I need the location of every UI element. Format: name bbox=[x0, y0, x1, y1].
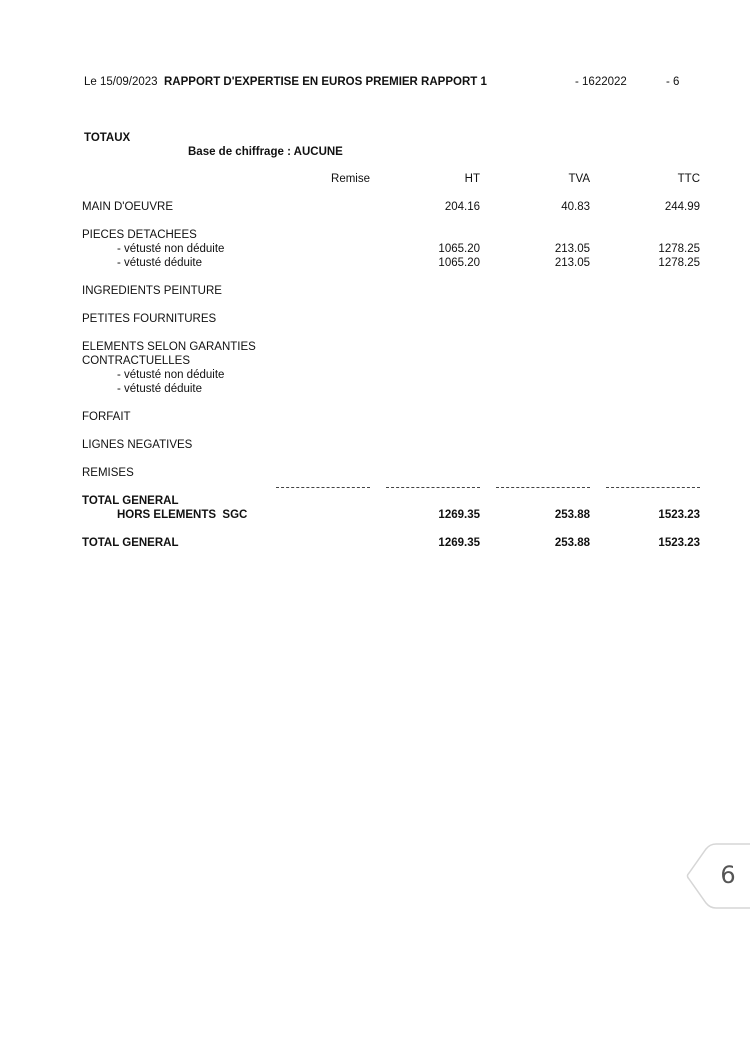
total-hors-sgc-ttc: 1523.23 bbox=[658, 509, 700, 521]
row-label-fournitures: PETITES FOURNITURES bbox=[82, 313, 217, 325]
separator-ttc bbox=[606, 487, 700, 488]
row-label-main-oeuvre: MAIN D'OEUVRE bbox=[82, 201, 174, 213]
page-badge-number: 6 bbox=[720, 861, 736, 889]
total-hors-sgc-tva: 253.88 bbox=[554, 509, 590, 521]
main-oeuvre-ht: 204.16 bbox=[444, 201, 480, 213]
report-page-number: - 6 bbox=[666, 76, 680, 88]
separator-tva bbox=[496, 487, 590, 488]
report-reference: - 1622022 bbox=[575, 76, 627, 88]
row-label-lignes-negatives: LIGNES NEGATIVES bbox=[82, 439, 193, 451]
separator-remise bbox=[276, 487, 370, 488]
main-oeuvre-ttc: 244.99 bbox=[664, 201, 700, 213]
column-header-ht: HT bbox=[464, 173, 480, 185]
pieces-deduite-tva: 213.05 bbox=[554, 257, 590, 269]
total-hors-sgc-label-1: TOTAL GENERAL bbox=[82, 495, 179, 507]
total-hors-sgc-label-2: HORS ELEMENTS SGC bbox=[117, 509, 248, 521]
pieces-deduite-label: - vétusté déduite bbox=[117, 257, 203, 269]
total-general-ttc: 1523.23 bbox=[658, 537, 700, 549]
column-header-tva: TVA bbox=[568, 173, 590, 185]
pieces-non-deduite-label: - vétusté non déduite bbox=[117, 243, 225, 255]
column-header-remise: Remise bbox=[331, 173, 370, 185]
report-title: RAPPORT D'EXPERTISE EN EUROS PREMIER RAPPORT 1 bbox=[164, 76, 487, 88]
total-general-ht: 1269.35 bbox=[438, 537, 480, 549]
section-title: TOTAUX bbox=[84, 132, 131, 144]
column-header-ttc: TTC bbox=[677, 173, 700, 185]
total-hors-sgc-ht: 1269.35 bbox=[438, 509, 480, 521]
pieces-non-deduite-tva: 213.05 bbox=[554, 243, 590, 255]
elements-non-deduite-label: - vétusté non déduite bbox=[117, 369, 225, 381]
elements-deduite-label: - vétusté déduite bbox=[117, 383, 203, 395]
base-chiffrage: Base de chiffrage : AUCUNE bbox=[188, 146, 343, 158]
page-number-badge[interactable] bbox=[686, 843, 750, 909]
row-label-ingredients: INGREDIENTS PEINTURE bbox=[82, 285, 222, 297]
row-label-forfait: FORFAIT bbox=[82, 411, 131, 423]
separator-ht bbox=[386, 487, 480, 488]
report-date: Le 15/09/2023 bbox=[84, 76, 158, 88]
total-general-label: TOTAL GENERAL bbox=[82, 537, 179, 549]
pieces-non-deduite-ttc: 1278.25 bbox=[658, 243, 700, 255]
total-general-tva: 253.88 bbox=[554, 537, 590, 549]
row-label-elements-2: CONTRACTUELLES bbox=[82, 355, 190, 367]
main-oeuvre-tva: 40.83 bbox=[561, 201, 590, 213]
pieces-deduite-ht: 1065.20 bbox=[438, 257, 480, 269]
row-label-elements-1: ELEMENTS SELON GARANTIES bbox=[82, 341, 256, 353]
pieces-deduite-ttc: 1278.25 bbox=[658, 257, 700, 269]
pieces-non-deduite-ht: 1065.20 bbox=[438, 243, 480, 255]
row-label-remises: REMISES bbox=[82, 467, 134, 479]
row-label-pieces: PIECES DETACHEES bbox=[82, 229, 197, 241]
